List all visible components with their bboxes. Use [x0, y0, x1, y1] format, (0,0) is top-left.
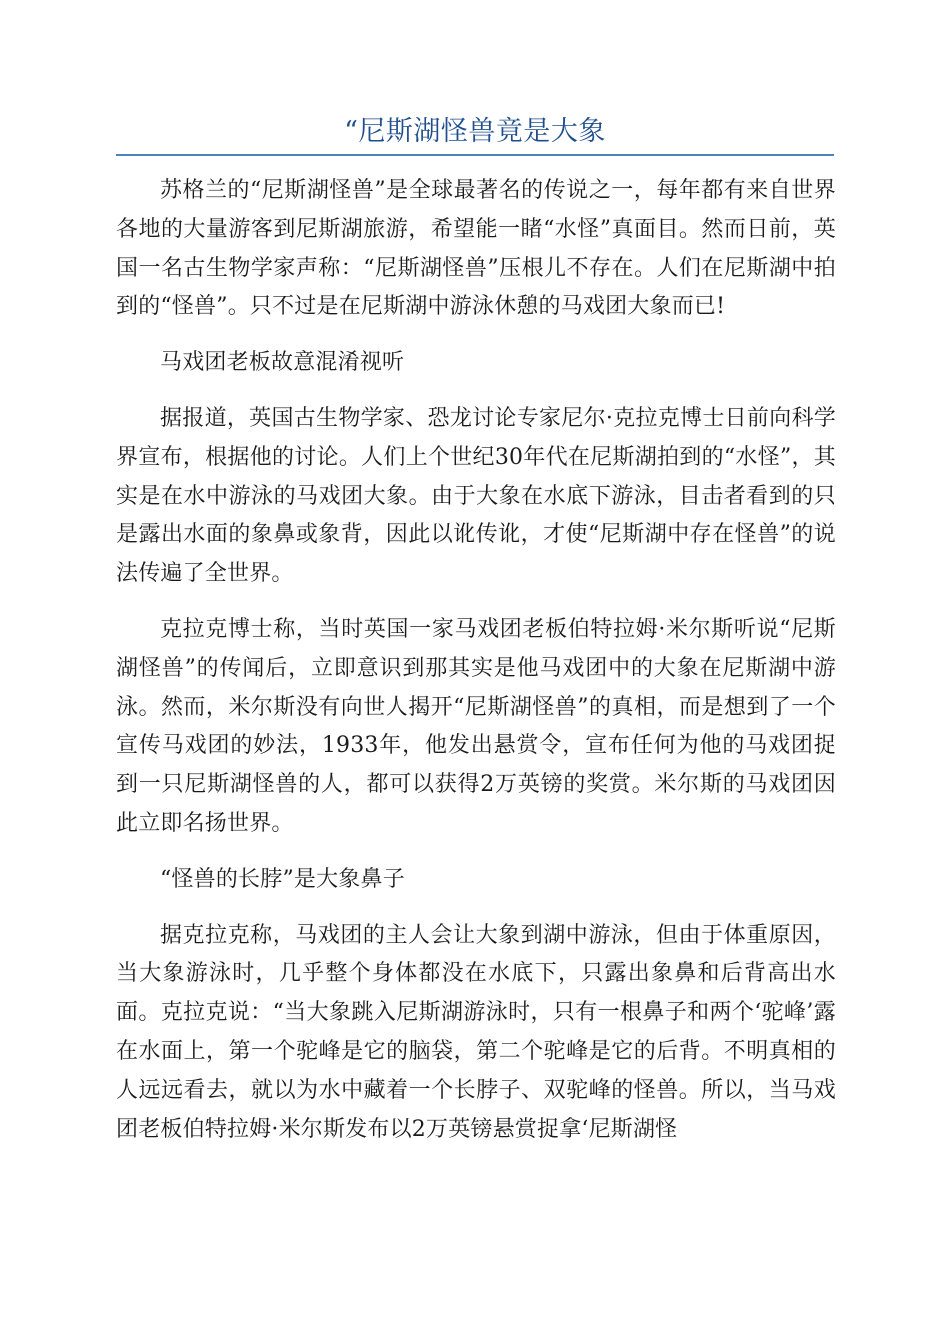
section-heading-long-neck: “怪兽的长脖”是大象鼻子 — [160, 866, 405, 892]
document-title: “尼斯湖怪兽竟是大象 — [344, 116, 606, 147]
section-heading-circus-owner: 马戏团老板故意混淆视听 — [160, 350, 405, 376]
title-underline — [116, 154, 834, 156]
report-paragraph: 据报道，英国古生物学家、恐龙讨论专家尼尔·克拉克博士日前向科学界宣布，根据他的讨论。人们上个世纪30年代在尼斯湖拍到的“水怪”，其实是在水中游泳的马戏团大象。由于大象在水底下游泳，目击者看到的只是露出水面的象鼻或象背，因此以讹传讹，才使“尼斯湖中存在怪兽”的说法传遍了全世界。 — [116, 405, 836, 587]
document-body — [116, 172, 836, 1166]
elephant-paragraph: 据克拉克称，马戏团的主人会让大象到湖中游泳，但由于体重原因，当大象游泳时，几乎整个身体都没在水底下，只露出象鼻和后背高出水面。克拉克说：“当大象跳入尼斯湖游泳时，只有一根鼻子和两个‘驼峰’露在水面上，第一个驼峰是它的脑袋，第二个驼峰是它的后背。不明真相的人远远看去，就以为水中藏着一个长脖子、双驼峰的怪兽。所以，当马戏团老板伯特拉姆·米尔斯发布以2万英镑悬赏捉拿‘尼斯湖怪 — [116, 922, 836, 1142]
intro-paragraph: 苏格兰的“尼斯湖怪兽”是全球最著名的传说之一，每年都有来自世界各地的大量游客到尼斯湖旅游，希望能一睹“水怪”真面目。然而日前，英国一名古生物学家声称：“尼斯湖怪兽”压根儿不存在。人们在尼斯湖中拍到的“怪兽”。只不过是在尼斯湖中游泳休憩的马戏团大象而已! — [116, 178, 836, 320]
clark-paragraph: 克拉克博士称，当时英国一家马戏团老板伯特拉姆·米尔斯听说“尼斯湖怪兽”的传闻后，立即意识到那其实是他马戏团中的大象在尼斯湖中游泳。然而，米尔斯没有向世人揭开“尼斯湖怪兽”的真相，而是想到了一个宣传马戏团的妙法，1933年，他发出悬赏令，宣布任何为他的马戏团捉到一只尼斯湖怪兽的人，都可以获得2万英镑的奖赏。米尔斯的马戏团因此立即名扬世界。 — [116, 616, 836, 836]
